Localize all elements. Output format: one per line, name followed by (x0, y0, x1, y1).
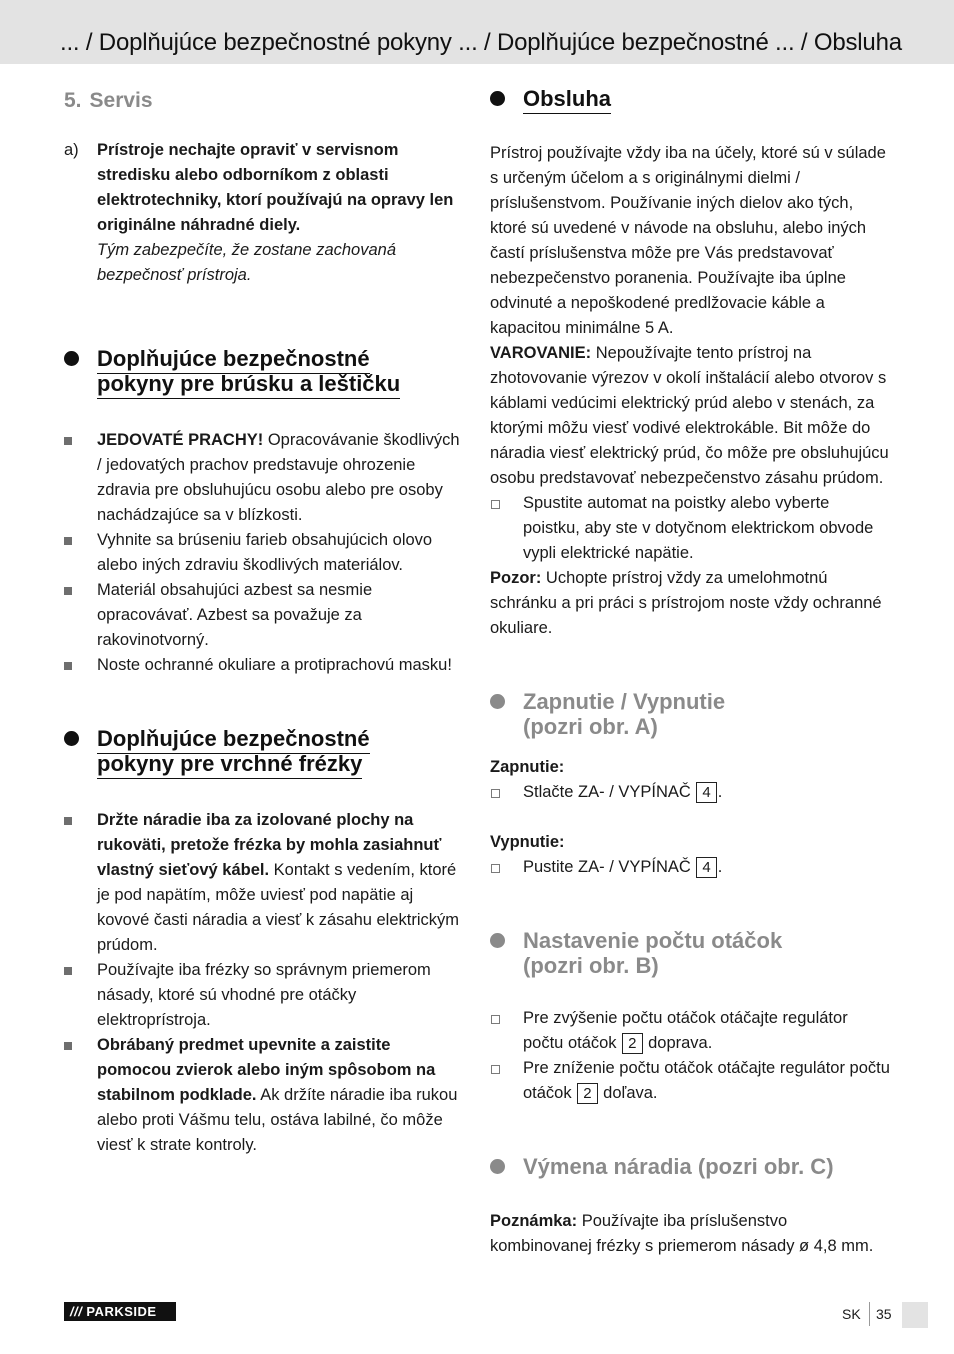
section-number: 5. (64, 89, 82, 112)
servis-item-bold: Prístroje nechajte opraviť v servisnom stredisku alebo odborníkom z oblasti elektrotechniky, ktorí používajú na opravy len originálne náhradné diely. (97, 141, 454, 234)
square-bullet-icon (64, 817, 72, 825)
heading-line1: Zapnutie / Vypnutie (523, 689, 726, 714)
bullet-dot-icon (490, 933, 505, 948)
checkbox-bullet-icon (491, 864, 500, 873)
square-bullet-icon (64, 1042, 72, 1050)
item-text: Vyhnite sa brúseniu farieb obsahujúcich olovo alebo iných zdraviu škodlivých materiálov. (97, 531, 433, 574)
section-servis-heading (64, 86, 464, 116)
item-text: Ak držíte náradie iba rukou alebo proti Vášmu telu, ostáva labilné, čo môže viesť k strate kontroly. (97, 1086, 458, 1154)
servis-item-italic: Tým zabezpečíte, že zostane zachovaná bezpečnosť prístroja. (97, 241, 396, 284)
brand-logo (64, 1302, 176, 1321)
servis-item-a (64, 138, 464, 288)
list-item (64, 528, 464, 578)
item-after: doprava. (648, 1034, 713, 1052)
obsluha-paragraph: Prístroj používajte vždy iba na účely, ktoré sú v súlade s určeným účelom a s originálnymi dielmi / príslušenstvom. Používanie iných dielov ako tých, ktoré sú uvedené v návode na obsluhu, alebo iných častí príslušenstva môže pre Vás predstavovať nebezpečenstvo poranenia. Používajte iba úplne odvinuté a nepoškodené predlžovacie káble a kapacitou minimálne 5 A. (490, 144, 886, 337)
item-label: a) (64, 141, 79, 159)
heading-otacky (490, 928, 890, 978)
list-item (490, 1006, 890, 1056)
part-reference: 4 (696, 857, 716, 878)
item-text: Používajte iba frézky so správnym priemerom násady, ktoré sú vhodné pre otáčky elektroprístroja. (97, 961, 431, 1029)
pozor-text: Uchopte prístroj vždy za umelohmotnú schránku a pri práci s prístrojom noste vždy ochranné okuliare. (490, 569, 882, 637)
list-item (64, 1033, 464, 1158)
item-bold: JEDOVATÉ PRACHY! (97, 431, 264, 449)
square-bullet-icon (64, 662, 72, 670)
section-title: Servis (89, 89, 153, 112)
heading-obsluha (490, 86, 890, 111)
list-item (490, 1056, 890, 1106)
part-reference: 2 (577, 1083, 597, 1104)
heading-line2: (pozri obr. B) (523, 953, 659, 978)
language-code: SK (842, 1306, 861, 1322)
part-reference: 2 (622, 1033, 642, 1054)
warning-text: Nepoužívajte tento prístroj na zhotovovanie výrezov v okolí inštalácií alebo otvorov s káblami vedúcimi elektrický prúd alebo v stenách, za ktorými môžu viesť vodivé elektrokáble. Bit môže do náradia viesť elektrický prúd, čo môže pre obsluhujúcu osobu predstavovať nebezpečenstvo zásahu prúdom. (490, 344, 889, 487)
list-item (64, 958, 464, 1033)
heading-line1: Nastavenie počtu otáčok (523, 928, 783, 953)
heading-zapnutie (490, 689, 890, 739)
footer-tab-marker (902, 1302, 928, 1328)
left-column (64, 80, 464, 1158)
item-text: Stlačte ZA- / VYPÍNAČ (523, 783, 691, 801)
item-text: Kontakt s vedením, ktoré je pod napätím, môže uviesť pod napätie aj kovové časti náradia a viesť k zásahu elektrickým prúdom. (97, 861, 460, 954)
square-bullet-icon (64, 967, 72, 975)
heading-vymena (490, 1154, 890, 1179)
square-bullet-icon (64, 537, 72, 545)
item-text: Noste ochranné okuliare a protiprachovú masku! (97, 656, 452, 674)
item-bold: Obrábaný predmet upevnite a zaistite pomocou zvierok alebo iným spôsobom na stabilnom podklade. (97, 1036, 436, 1104)
item-bold: Držte náradie iba za izolované plochy na rukoväti, pretože frézka by mohla zasiahnuť vlastný sieťový kábel. (97, 811, 442, 879)
heading-frezky (64, 726, 464, 776)
list-item (64, 653, 464, 678)
heading-line2: pokyny pre vrchné frézky (97, 751, 362, 779)
item-after: doľava. (603, 1084, 658, 1102)
list-item (64, 808, 464, 958)
bullet-dot-icon (490, 1159, 505, 1174)
checkbox-bullet-icon (491, 500, 500, 509)
heading-line1: Doplňujúce bezpečnostné (97, 346, 370, 374)
square-bullet-icon (64, 437, 72, 445)
heading-title: Obsluha (523, 86, 611, 114)
note-text: Používajte iba príslušenstvo kombinovanej frézky s priemerom násady ø 4,8 mm. (490, 1212, 874, 1255)
bullet-dot-icon (490, 91, 505, 106)
bullet-dot-icon (64, 731, 79, 746)
heading-line2: (pozri obr. A) (523, 714, 658, 739)
list-item: Pustite ZA- / VYPÍNAČ 4 . (490, 855, 890, 880)
pozor-label: Pozor: (490, 569, 542, 587)
warning-label: VAROVANIE: (490, 344, 592, 362)
footer-divider (869, 1302, 870, 1326)
heading-line2: pokyny pre brúsku a leštičku (97, 371, 400, 399)
item-text: Pre zníženie počtu otáčok otáčajte regulátor počtu otáčok (523, 1059, 890, 1102)
checkbox-bullet-icon (491, 789, 500, 798)
page-header-title: ... / Doplňujúce bezpečnostné pokyny ... / Doplňujúce bezpečnostné ... / Obsluha (60, 29, 902, 56)
bullet-dot-icon (64, 351, 79, 366)
bullet-dot-icon (490, 694, 505, 709)
heading-line1: Doplňujúce bezpečnostné (97, 726, 370, 754)
item-text: Materiál obsahujúci azbest sa nesmie opracovávať. Azbest sa považuje za rakovinotvorný. (97, 581, 373, 649)
list-item (64, 578, 464, 653)
heading-brusky (64, 346, 464, 396)
checkbox-bullet-icon (491, 1015, 500, 1024)
list-item (64, 428, 464, 528)
on-label: Zapnutie: (490, 758, 565, 776)
list-item: Stlačte ZA- / VYPÍNAČ 4 . (490, 780, 890, 805)
logo-slashes-icon: /// (70, 1304, 83, 1319)
list-item (490, 491, 890, 566)
off-label: Vypnutie: (490, 833, 565, 851)
item-text: Pre zvýšenie počtu otáčok otáčajte regulátor počtu otáčok (523, 1009, 848, 1052)
checkbox-bullet-icon (491, 1065, 500, 1074)
note-label: Poznámka: (490, 1212, 578, 1230)
right-column (490, 80, 890, 1259)
part-reference: 4 (696, 782, 716, 803)
square-bullet-icon (64, 587, 72, 595)
item-text: Spustite automat na poistky alebo vyberte poistku, aby ste v dotyčnom elektrickom obvode vypli elektrické napätie. (523, 494, 874, 562)
item-text: Opracovávanie škodlivých / jedovatých prachov predstavuje ohrozenie zdravia pre obsluhujúcu osobu alebo pre osoby nachádzajúce sa v blízkosti. (97, 431, 460, 524)
item-text: Pustite ZA- / VYPÍNAČ (523, 858, 691, 876)
heading-title: Výmena náradia (pozri obr. C) (523, 1154, 834, 1179)
brand-name: PARKSIDE (86, 1304, 157, 1319)
page-number: 35 (876, 1306, 892, 1322)
